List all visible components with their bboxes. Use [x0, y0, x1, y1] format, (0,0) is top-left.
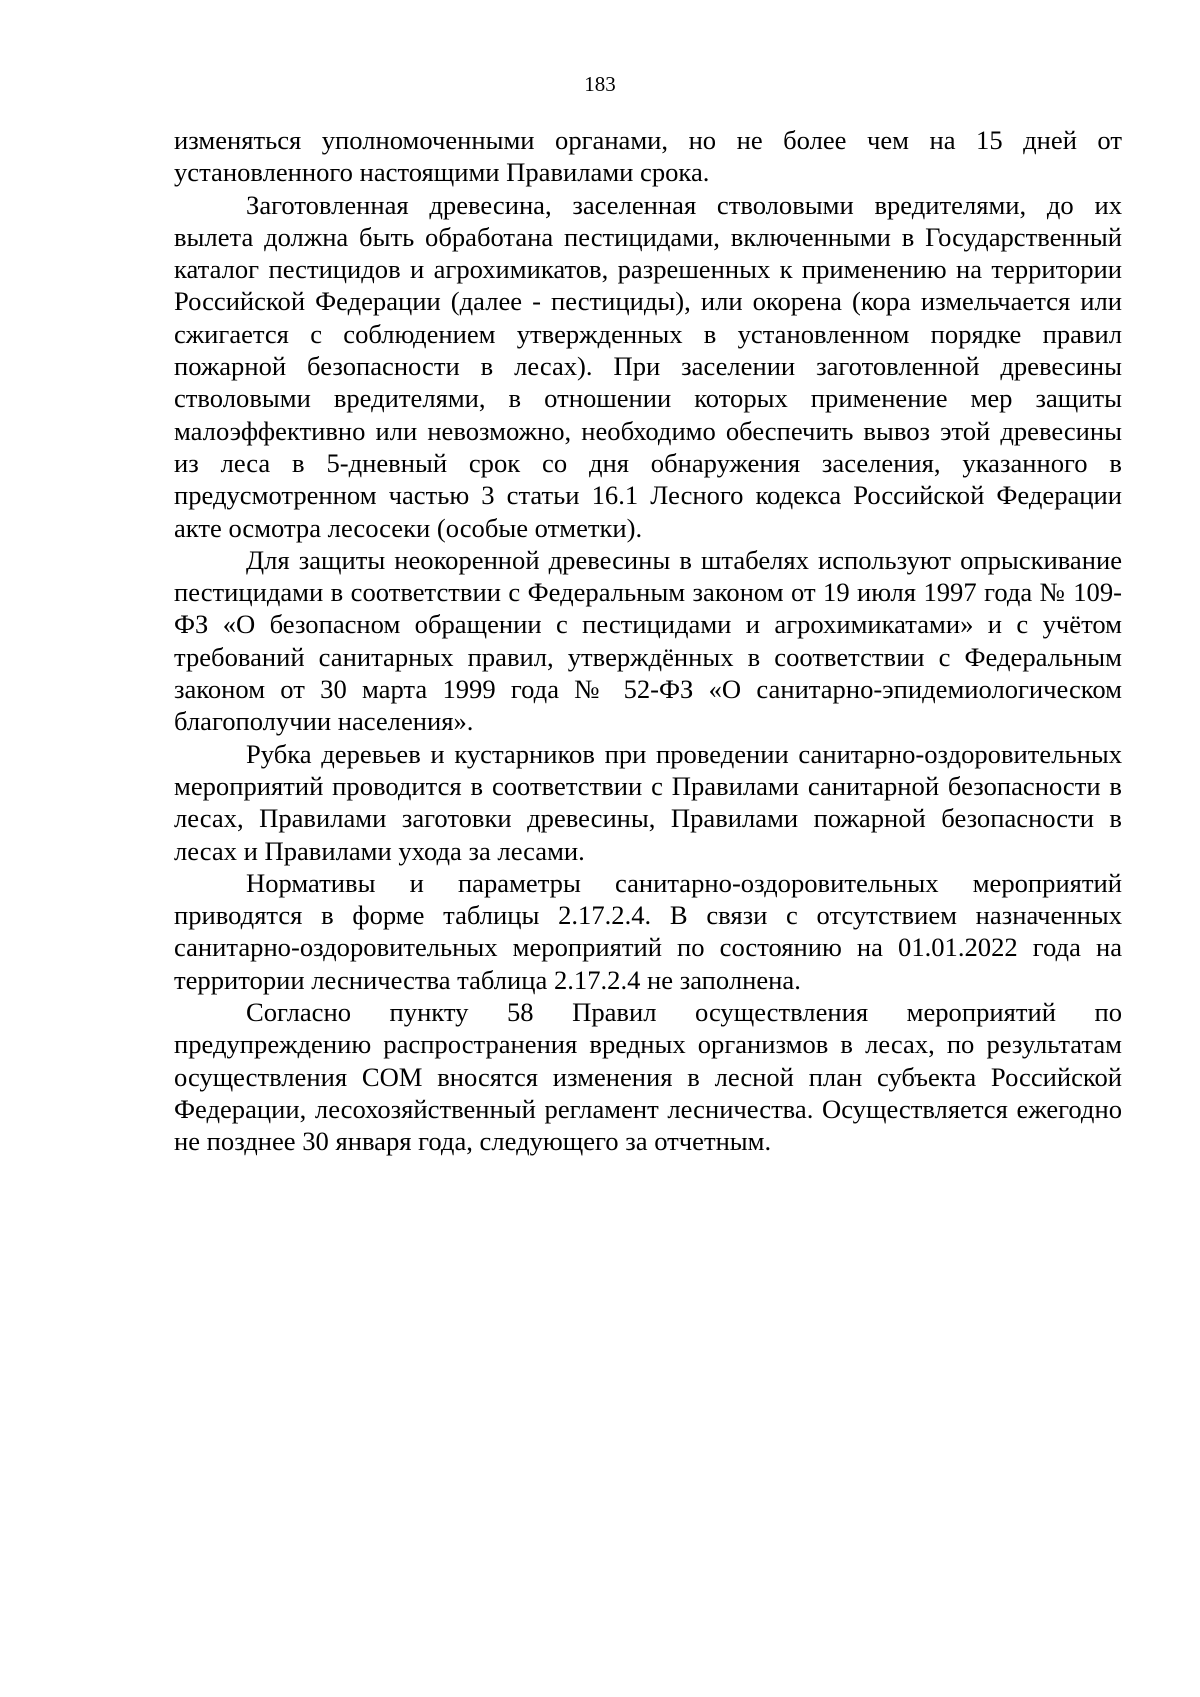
- paragraph-harvested-wood-treatment: Заготовленная древесина, заселенная стволовыми вредителями, до их вылета должна быть обработана пестицидами, включенными в Государственный каталог пестицидов и агрохимикатов, разрешенных к применению на территории Российской Федерации (далее - пестициды), или окорена (кора измельчается или сжигается с соблюдением утвержденных в установленном порядке правил пожарной безопасности в лесах). При заселении заготовленной древесины стволовыми вредителями, в отношении которых применение мер защиты малоэффективно или невозможно, необходимо обеспечить вывоз этой древесины из леса в 5-дневный срок со дня обнаружения заселения, указанного в предусмотренном частью 3 статьи 16.1 Лесного кодекса Российской Федерации акте осмотра лесосеки (особые отметки).: [174, 189, 1122, 543]
- paragraph-pesticide-spraying: Для защиты неокоренной древесины в штабелях используют опрыскивание пестицидами в соответствии с Федеральным законом от 19 июля 1997 года № 109-ФЗ «О безопасном обращении с пестицидами и агрохимикатами» и с учётом требований санитарных правил, утверждённых в соответствии с Федеральным законом от 30 марта 1999 года № 52-ФЗ «О санитарно-эпидемиологическом благополучии населения».: [174, 544, 1122, 737]
- document-body: [174, 124, 1122, 1158]
- paragraph-norms-parameters: Нормативы и параметры санитарно-оздоровительных мероприятий приводятся в форме таблицы 2.17.2.4. В связи с отсутствием назначенных санитарно-оздоровительных мероприятий по состоянию на 01.01.2022 года на территории лесничества таблица 2.17.2.4 не заполнена.: [174, 867, 1122, 995]
- paragraph-rules-clause-58: Согласно пункту 58 Правил осуществления мероприятий по предупреждению распространения вредных организмов в лесах, по результатам осуществления СОМ вносятся изменения в лесной план субъекта Российской Федерации, лесохозяйственный регламент лесничества. Осуществляется ежегодно не позднее 30 января года, следующего за отчетным.: [174, 997, 1122, 1157]
- paragraph-sanitary-felling: Рубка деревьев и кустарников при проведении санитарно-оздоровительных мероприятий проводится в соответствии с Правилами санитарной безопасности в лесах, Правилами заготовки древесины, Правилами пожарной безопасности в лесах и Правилами ухода за лесами.: [174, 738, 1122, 866]
- paragraph-continuation: изменяться уполномоченными органами, но не более чем на 15 дней от установленного настоящими Правилами срока.: [174, 125, 1122, 188]
- page-number: 183: [584, 72, 616, 96]
